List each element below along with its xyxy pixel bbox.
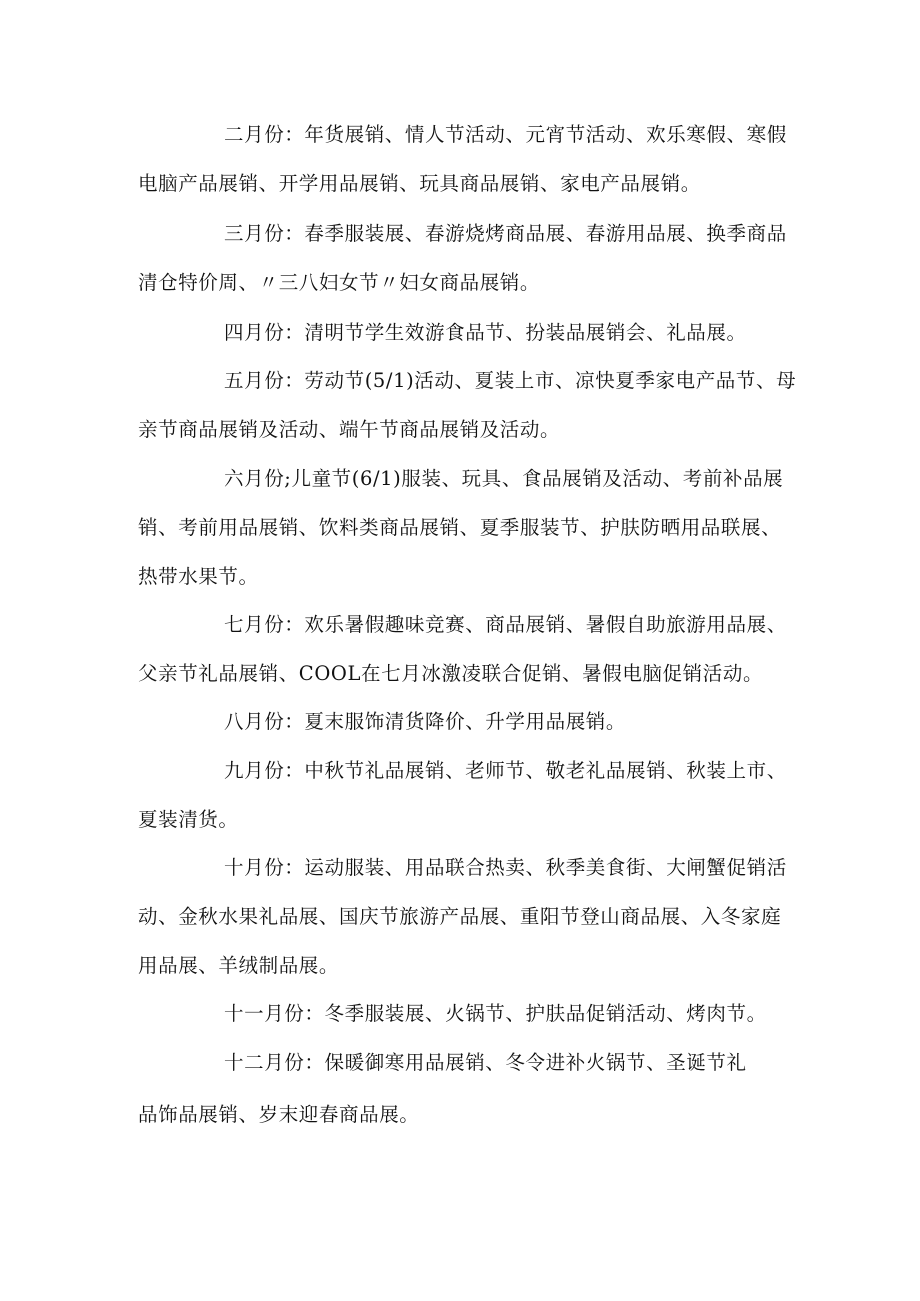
text-line: 四月份：清明节学生效游食品节、扮装品展销会、礼品展。	[224, 321, 747, 344]
paragraph-september	[138, 746, 788, 844]
paragraph-july	[138, 600, 788, 698]
paragraph-february	[138, 110, 788, 208]
text-line: 销、考前用品展销、饮料类商品展销、夏季服装节、护肤防晒用品联展、	[138, 516, 782, 539]
paragraph-december-continued	[138, 1090, 788, 1139]
text-line: 夏装清货。	[138, 808, 239, 831]
text-line: 八月份：夏末服饰清货降价、升学用品展销。	[224, 710, 627, 733]
paragraph-november	[138, 989, 788, 1038]
paragraph-april	[138, 308, 788, 357]
text-line: 清仓特价周、〃三八妇女节〃妇女商品展销。	[138, 271, 541, 294]
paragraph-october	[138, 843, 788, 990]
text-line: 三月份：春季服装展、春游烧烤商品展、春游用品展、换季商品	[224, 222, 787, 245]
text-line: 六月份;儿童节(6/1)服装、玩具、食品展销及活动、考前补品展	[224, 467, 784, 490]
text-line: 二月份：年货展销、情人节活动、元宵节活动、欢乐寒假、寒假	[224, 123, 787, 146]
paragraph-december	[138, 1038, 788, 1087]
text-line: 五月份：劳动节(5/1)活动、夏装上市、凉快夏季家电产品节、母	[224, 369, 797, 392]
text-line: 九月份：中秋节礼品展销、老师节、敬老礼品展销、秋装上市、	[224, 759, 787, 782]
paragraph-august	[138, 697, 788, 746]
paragraph-march	[138, 209, 788, 307]
text-line: 父亲节礼品展销、COOL在七月冰激凌联合促销、暑假电脑促销活动。	[138, 662, 764, 685]
text-line: 用品展、羊绒制品展。	[138, 954, 340, 977]
text-line: 亲节商品展销及活动、端午节商品展销及活动。	[138, 418, 561, 441]
text-line: 十月份：运动服装、用品联合热卖、秋季美食街、大闸蟹促销活	[224, 856, 787, 879]
text-line: 十二月份：保暖御寒用品展销、冬令进补火锅节、圣诞节礼	[224, 1051, 747, 1074]
paragraph-june	[138, 454, 788, 601]
text-line: 热带水果节。	[138, 565, 259, 588]
text-line: 动、金秋水果礼品展、国庆节旅游产品展、重阳节登山商品展、入冬家庭	[138, 905, 782, 928]
text-line: 电脑产品展销、开学用品展销、玩具商品展销、家电产品展销。	[138, 172, 701, 195]
paragraph-may	[138, 356, 797, 454]
text-line: 品饰品展销、岁末迎春商品展。	[138, 1103, 420, 1126]
text-line: 七月份：欢乐暑假趣味竞赛、商品展销、暑假自助旅游用品展、	[224, 613, 787, 636]
text-line: 十一月份：冬季服装展、火锅节、护肤品促销活动、烤肉节。	[224, 1002, 767, 1025]
